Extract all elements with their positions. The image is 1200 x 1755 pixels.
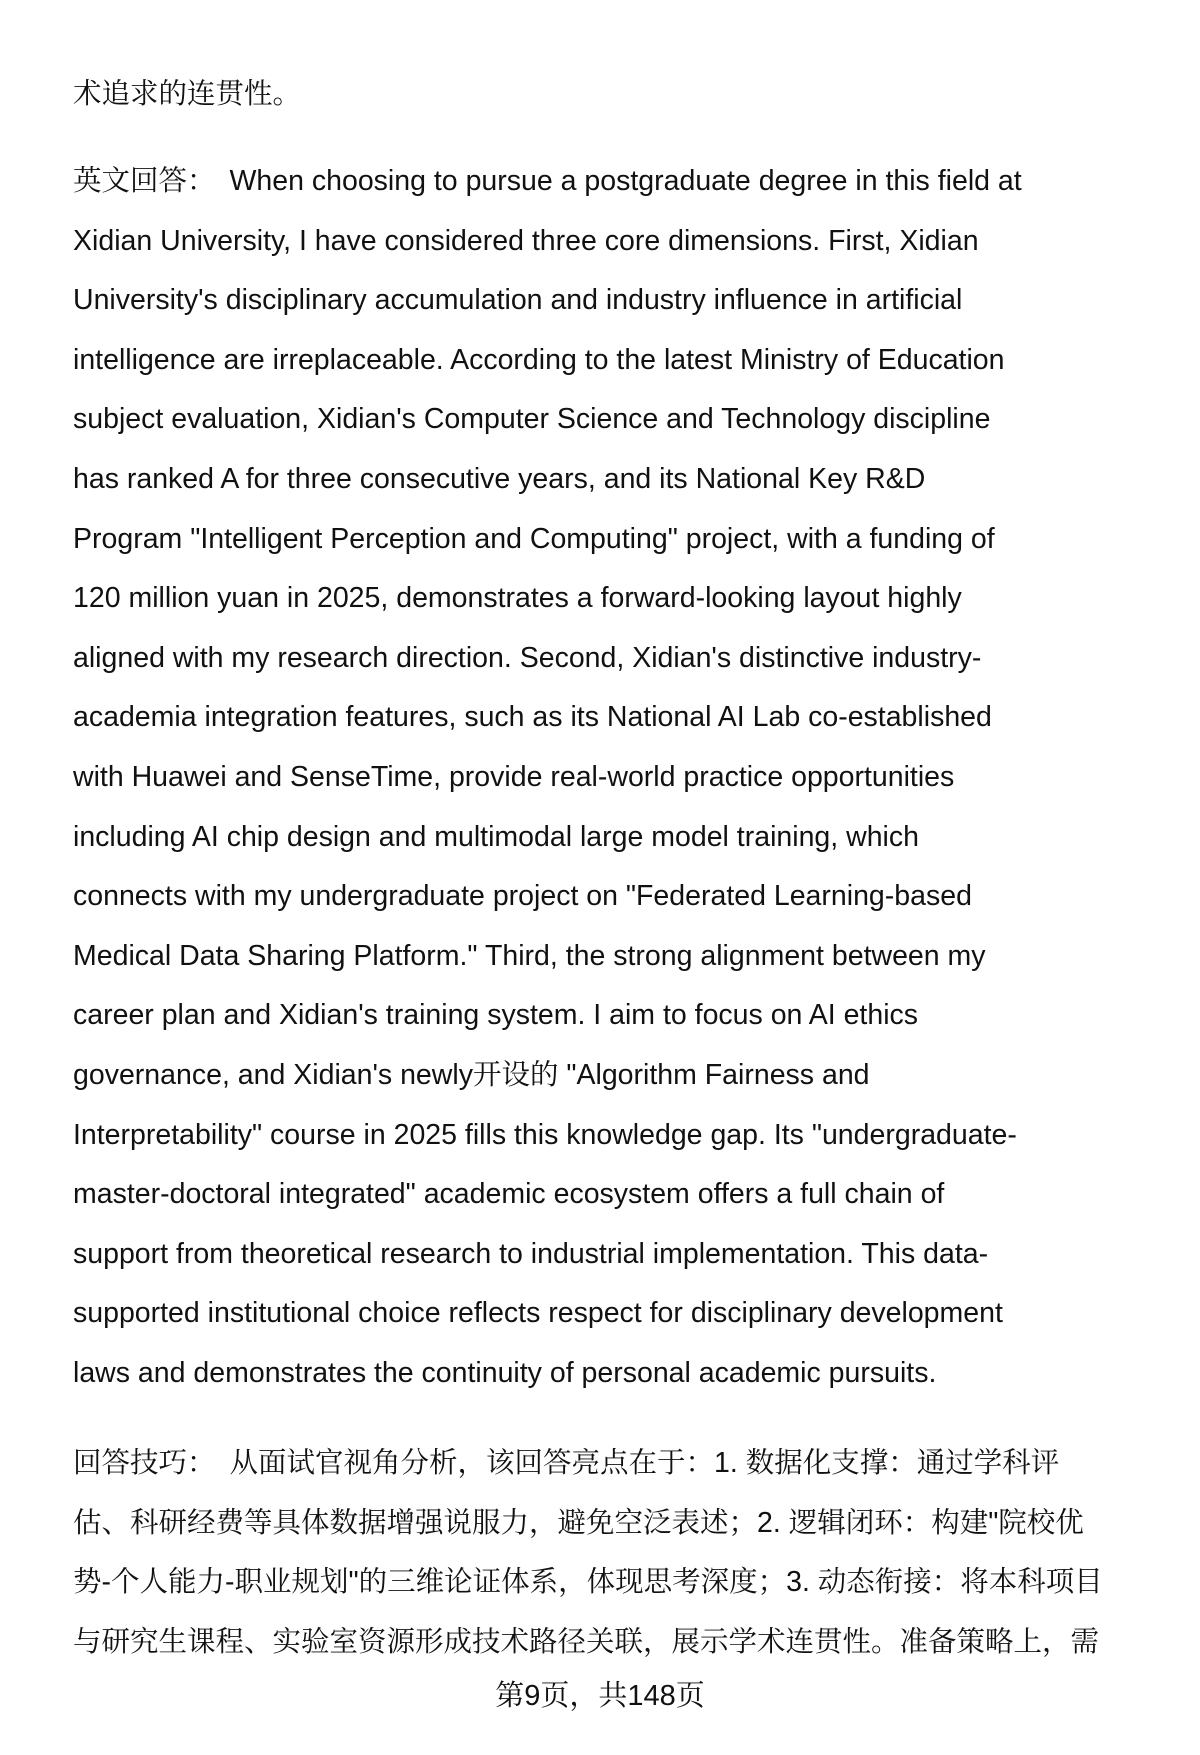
text-line xyxy=(73,697,992,737)
text-line-content: Xidian University, I have considered three core dimensions. First, Xidian xyxy=(73,224,979,257)
text-line-content: connects with my undergraduate project on "Federated Learning-based xyxy=(73,880,972,913)
text-line-content: intelligence are irreplaceable. According to the latest Ministry of Education xyxy=(73,343,1005,376)
text-line-content: laws and demonstrates the continuity of personal academic pursuits. xyxy=(73,1357,937,1389)
text-line xyxy=(73,459,925,499)
continuation-text: 术追求的连贯性。 xyxy=(73,78,302,110)
text-line-content: Interpretability" course in 2025 fills this knowledge gap. Its "undergraduate- xyxy=(73,1118,1017,1151)
english-answer-label: 英文回答： xyxy=(73,165,216,197)
text-line-content: Program "Intelligent Perception and Computing" project, with a funding of xyxy=(73,522,995,555)
answer-tips-label: 回答技巧： xyxy=(73,1447,216,1479)
page-indicator: 第9页，共148页 xyxy=(495,1680,705,1712)
text-line xyxy=(73,399,990,439)
text-line-content: aligned with my research direction. Second, Xidian's distinctive industry- xyxy=(73,641,982,674)
text-line-content: governance, and Xidian's newly开设的 "Algorithm Fairness and xyxy=(73,1059,870,1091)
text-line xyxy=(73,221,979,261)
text-line-content: subject evaluation, Xidian's Computer Science and Technology discipline xyxy=(73,403,991,436)
text-line xyxy=(73,995,918,1035)
text-line-content: 与研究生课程、实验室资源形成技术路径关联，展示学术连贯性。准备策略上，需 xyxy=(73,1625,1100,1658)
text-line-content: including AI chip design and multimodal large model training, which xyxy=(73,820,919,853)
text-line-content: When choosing to pursue a postgraduate degree in this field at xyxy=(229,165,1022,197)
text-line xyxy=(73,757,954,797)
text-line xyxy=(73,161,1022,201)
text-line xyxy=(73,340,1005,380)
text-line-content: 120 million yuan in 2025, demonstrates a forward-looking layout highly xyxy=(73,582,962,615)
text-line-content: supported institutional choice reflects respect for disciplinary development xyxy=(73,1297,1003,1330)
text-line-content: master-doctoral integrated" academic ecosystem offers a full chain of xyxy=(73,1178,945,1211)
text-line xyxy=(73,1443,1059,1483)
text-line-content: University's disciplinary accumulation and industry influence in artificial xyxy=(73,284,963,317)
text-line xyxy=(73,578,962,618)
text-line-content: 势-个人能力-职业规划"的三维论证体系，体现思考深度；3. 动态衔接：将本科项目 xyxy=(73,1566,1103,1599)
text-line-content: Medical Data Sharing Platform." Third, the strong alignment between my xyxy=(73,939,986,972)
text-line xyxy=(73,280,962,320)
text-line xyxy=(73,1115,1017,1155)
text-line xyxy=(73,519,995,559)
text-line xyxy=(73,936,986,976)
text-line-content: with Huawei and SenseTime, provide real-world practice opportunities xyxy=(73,761,955,793)
text-line-content: career plan and Xidian's training system. I aim to focus on AI ethics xyxy=(73,999,919,1032)
text-line xyxy=(73,1353,936,1393)
text-line xyxy=(73,1622,1099,1662)
text-line xyxy=(73,1234,988,1274)
text-line-content: academia integration features, such as its National AI Lab co-established xyxy=(73,701,992,734)
text-line xyxy=(73,1562,1103,1602)
text-line-content: support from theoretical research to industrial implementation. This data- xyxy=(73,1237,989,1270)
text-line-content: has ranked A for three consecutive years, and its National Key R&D xyxy=(73,463,926,495)
text-line xyxy=(73,1055,870,1095)
text-line xyxy=(73,1174,944,1214)
text-line xyxy=(73,638,981,678)
text-line xyxy=(73,876,972,916)
text-line xyxy=(73,1293,1003,1333)
text-line-content: 估、科研经费等具体数据增强说服力，避免空泛表述；2. 逻辑闭环：构建"院校优 xyxy=(73,1506,1084,1539)
text-line-content: 从面试官视角分析，该回答亮点在于：1. 数据化支撑：通过学科评 xyxy=(229,1447,1060,1479)
text-line xyxy=(73,1503,1084,1543)
text-line xyxy=(73,817,919,857)
